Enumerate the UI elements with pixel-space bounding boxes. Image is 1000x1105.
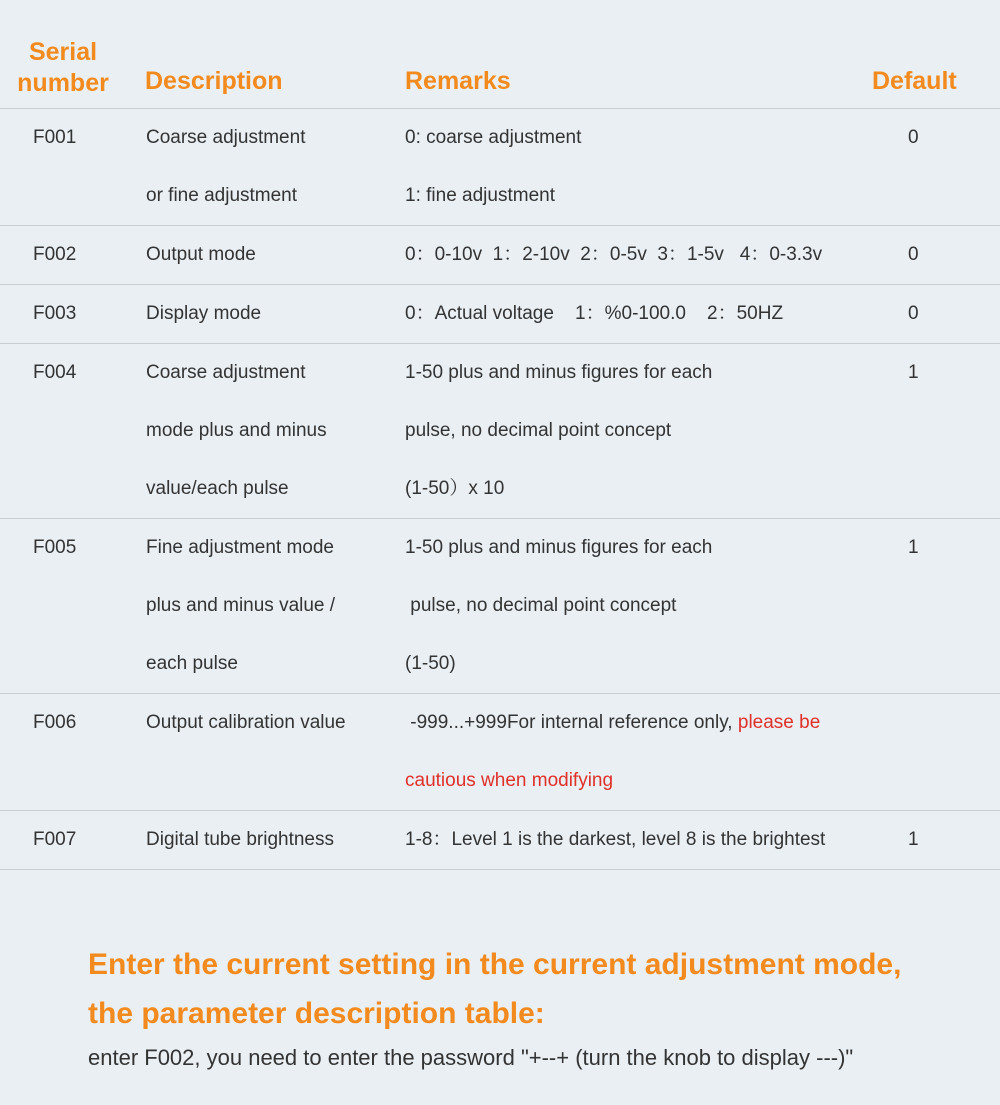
remarks-line: 1-8：Level 1 is the darkest, level 8 is the brightest (405, 829, 826, 850)
remarks-line: 1-50 plus and minus figures for each (405, 362, 713, 383)
table-row (0, 344, 1000, 519)
remarks-cell (405, 285, 875, 343)
table-row (0, 285, 1000, 344)
description-cell (146, 226, 396, 284)
serial-cell: F003 (33, 303, 77, 324)
remarks-line: 0：0-10v 1：2-10v 2：0-5v 3：1-5v 4：0-3.3v (405, 244, 823, 265)
table-row (0, 109, 1000, 226)
remarks-cell (405, 811, 875, 869)
table-header (0, 0, 1000, 109)
table-row (0, 694, 1000, 811)
table-row (0, 811, 1000, 870)
default-cell: 0 (908, 303, 919, 324)
default-cell: 0 (908, 244, 919, 265)
footer-note: enter F002, you need to enter the password "+--+ (turn the knob to display ---)" (88, 1045, 854, 1070)
remarks-line: (1-50）x 10 (405, 478, 505, 499)
description-cell (146, 285, 396, 343)
remarks-normal-text: -999...+999For internal reference only, (405, 712, 738, 733)
description-cell (146, 811, 396, 869)
header-description: Description (145, 67, 283, 95)
remarks-line: 1-50 plus and minus figures for each (405, 537, 713, 558)
footer-title-line1: Enter the current setting in the current adjustment mode, (88, 948, 902, 981)
description-line: Display mode (146, 303, 262, 324)
remarks-line: pulse, no decimal point concept (405, 420, 672, 441)
remarks-line: (1-50) (405, 653, 456, 674)
serial-cell: F001 (33, 127, 77, 148)
description-cell (146, 519, 396, 693)
description-cell (146, 344, 396, 518)
remarks-cell (405, 519, 875, 693)
description-line: Fine adjustment mode (146, 537, 334, 558)
description-line: value/each pulse (146, 478, 289, 499)
remarks-line: 0：Actual voltage 1：%0-100.0 2：50HZ (405, 303, 784, 324)
header-serial-line2: number (17, 69, 109, 97)
serial-cell: F005 (33, 537, 77, 558)
table-row (0, 519, 1000, 694)
remarks-cell (405, 109, 875, 225)
description-line: or fine adjustment (146, 185, 298, 206)
default-cell: 1 (908, 829, 919, 850)
serial-cell: F006 (33, 712, 77, 733)
footer-title-line2: the parameter description table: (88, 997, 545, 1030)
remarks-cell (405, 344, 875, 518)
header-remarks: Remarks (405, 67, 511, 95)
table-row (0, 226, 1000, 285)
description-line: plus and minus value / (146, 595, 336, 616)
description-line: Output calibration value (146, 712, 346, 733)
remarks-line: 0: coarse adjustment (405, 127, 582, 148)
default-cell: 1 (908, 362, 919, 383)
serial-cell: F004 (33, 362, 77, 383)
remarks-warning-line: cautious when modifying (405, 770, 614, 791)
description-line: each pulse (146, 653, 238, 674)
description-line: mode plus and minus (146, 420, 327, 441)
description-line: Coarse adjustment (146, 362, 306, 383)
remarks-line (405, 694, 875, 752)
footer-section (88, 940, 978, 1078)
remarks-warning-text: please be (737, 712, 821, 733)
default-cell: 1 (908, 537, 919, 558)
remarks-line: pulse, no decimal point concept (405, 595, 677, 616)
header-serial-number (8, 37, 118, 99)
description-line: Output mode (146, 244, 256, 265)
description-line: Coarse adjustment (146, 127, 306, 148)
header-default: Default (872, 67, 957, 95)
serial-cell: F002 (33, 244, 77, 265)
default-cell: 0 (908, 127, 919, 148)
remarks-cell (405, 694, 875, 810)
description-cell (146, 109, 396, 225)
header-serial-line1: Serial (28, 38, 98, 66)
remarks-cell (405, 226, 875, 284)
description-line: Digital tube brightness (146, 829, 334, 850)
remarks-line: 1: fine adjustment (405, 185, 555, 206)
serial-cell: F007 (33, 829, 77, 850)
description-cell (146, 694, 396, 752)
